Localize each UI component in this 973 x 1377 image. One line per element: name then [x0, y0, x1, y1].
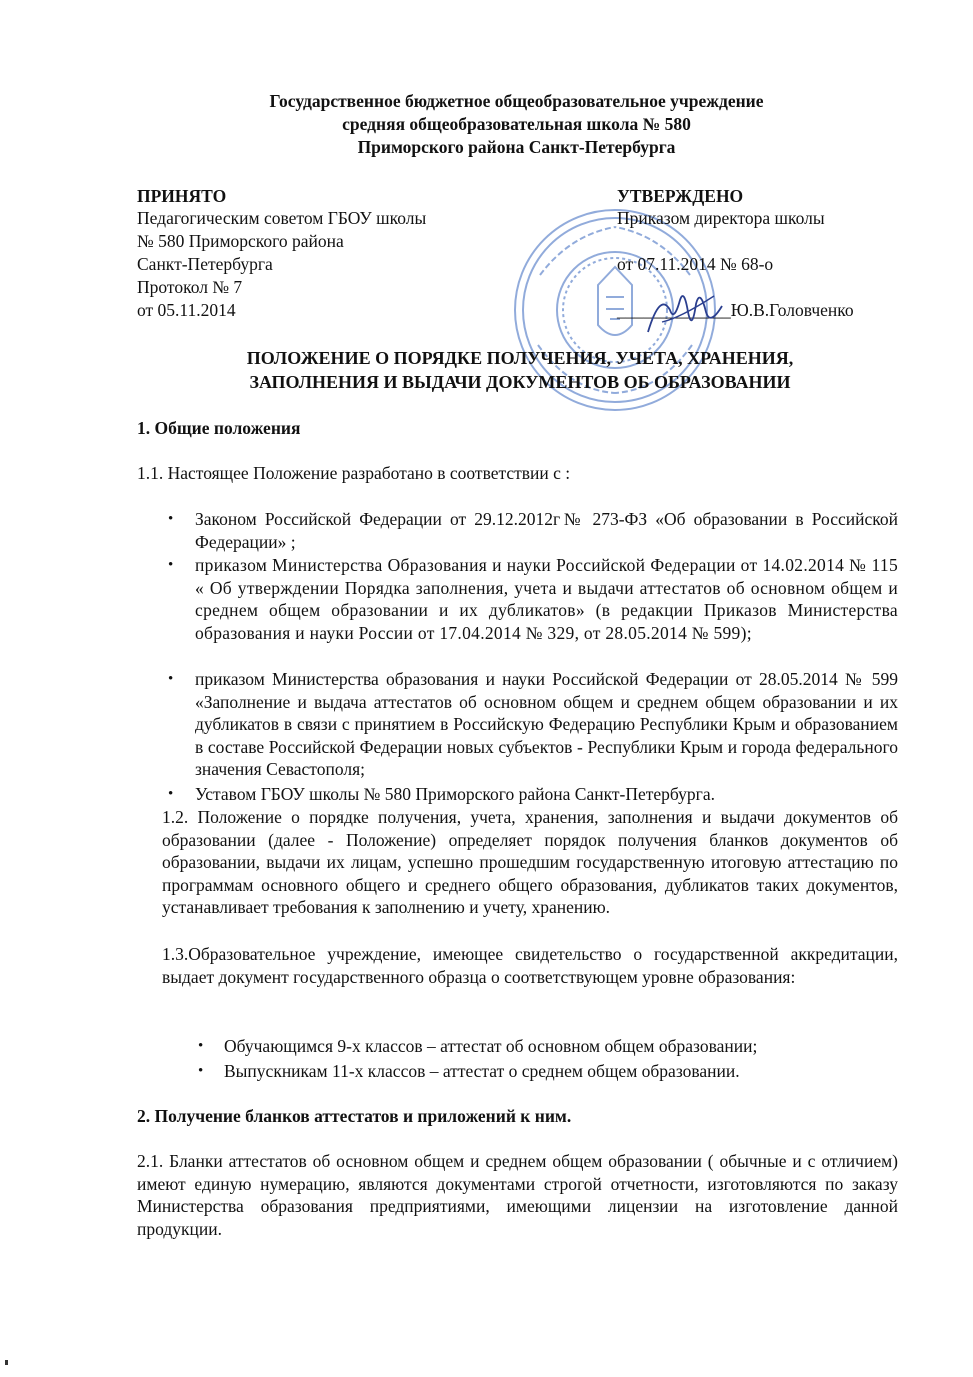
accepted-line-2: № 580 Приморского района [137, 231, 344, 251]
list-item: Выпускникам 11-х классов – аттестат о среднем общем образовании. [224, 1061, 740, 1081]
approved-heading: УТВЕРЖДЕНО [617, 186, 744, 206]
list-item: приказом Министерства Образования и науки Российской Федерации от 14.02.2014 № 115 « Об утверждении Порядка заполнения, учета и выдачи аттестатов об основном общем и среднем общем образовании и их дубликатов» (в редакции Приказов Министерства образования и науки России от 17.04.2014 № 329, от 28.05.2014 № 599); [195, 555, 898, 643]
section-1-heading: 1. Общие положения [137, 418, 301, 438]
bullet-icon: • [168, 557, 174, 573]
director-signature-line: _____________Ю.В.Головченко [617, 300, 854, 320]
approved-date: от 07.11.2014 № 68-о [617, 254, 774, 274]
list-item: приказом Министерства образования и науки Российской Федерации от 28.05.2014 № 599 «Заполнение и выдача аттестатов об основном общем и среднем общем образовании и их дубликатов в связи с принятием в Российскую Федерацию Республики Крым и образованием в составе Российской Федерации новых субъектов - Республики Крым и города федерального значения Севастополя; [195, 669, 898, 780]
section-2-heading: 2. Получение бланков аттестатов и приложений к ним. [137, 1106, 572, 1126]
accepted-line-5: от 05.11.2014 [137, 300, 236, 320]
accepted-line-3: Санкт-Петербурга [137, 254, 273, 274]
accepted-line-4: Протокол № 7 [137, 277, 243, 297]
approved-line-1: Приказом директора школы [617, 208, 825, 228]
bullet-icon: • [168, 671, 174, 687]
paragraph-1-1: 1.1. Настоящее Положение разработано в соответствии с : [137, 463, 571, 483]
paragraph-2-1: 2.1. Бланки аттестатов об основном общем и среднем общем образовании ( обычные и с отличием) имеют единую нумерацию, являются документами строгой отчетности, изготовляются по заказу Министерства образования предприятиями, имеющими лицензии на изготовление данной продукции. [137, 1151, 898, 1239]
bullet-icon: • [168, 511, 174, 527]
list-item: Уставом ГБОУ школы № 580 Приморского района Санкт-Петербурга. [195, 784, 715, 804]
list-item: Законом Российской Федерации от 29.12.2012г№ 273-ФЗ «Об образовании в Российской Федерации» ; [195, 509, 898, 552]
bullet-icon: • [168, 786, 174, 802]
director-signature [640, 282, 730, 344]
list-item: Обучающимся 9-х классов – аттестат об основном общем образовании; [224, 1036, 758, 1056]
document-title-line-2: ЗАПОЛНЕНИЯ И ВЫДАЧИ ДОКУМЕНТОВ ОБ ОБРАЗОВАНИИ [249, 372, 791, 392]
header-line-2: средняя общеобразовательная школа № 580 [342, 114, 691, 134]
paragraph-1-2: 1.2. Положение о порядке получения, учета, хранения, заполнения и выдачи документов об образовании (далее - Положение) определяет порядок получения бланков документов об образовании, выдачи их лицам, успешно прошедшим государственную итоговую аттестацию по программам основного общего и среднего общего образования, дубликатов таких документов, устанавливает требования к заполнению и учету, хранению. [162, 807, 898, 918]
accepted-line-1: Педагогическим советом ГБОУ школы [137, 208, 427, 228]
document-title-line-1: ПОЛОЖЕНИЕ О ПОРЯДКЕ ПОЛУЧЕНИЯ, УЧЕТА, ХРАНЕНИЯ, [246, 348, 794, 368]
header-line-1: Государственное бюджетное общеобразовательное учреждение [269, 91, 764, 111]
header-line-3: Приморского района Санкт-Петербурга [357, 137, 676, 157]
accepted-heading: ПРИНЯТО [137, 186, 227, 206]
bullet-icon: • [198, 1063, 204, 1079]
bullet-icon: • [198, 1038, 204, 1054]
paragraph-1-3: 1.3.Образовательное учреждение, имеющее свидетельство о государственной аккредитации, выдает документ государственного образца о соответствующем уровне образования: [162, 944, 898, 987]
scan-mark [5, 1360, 8, 1365]
